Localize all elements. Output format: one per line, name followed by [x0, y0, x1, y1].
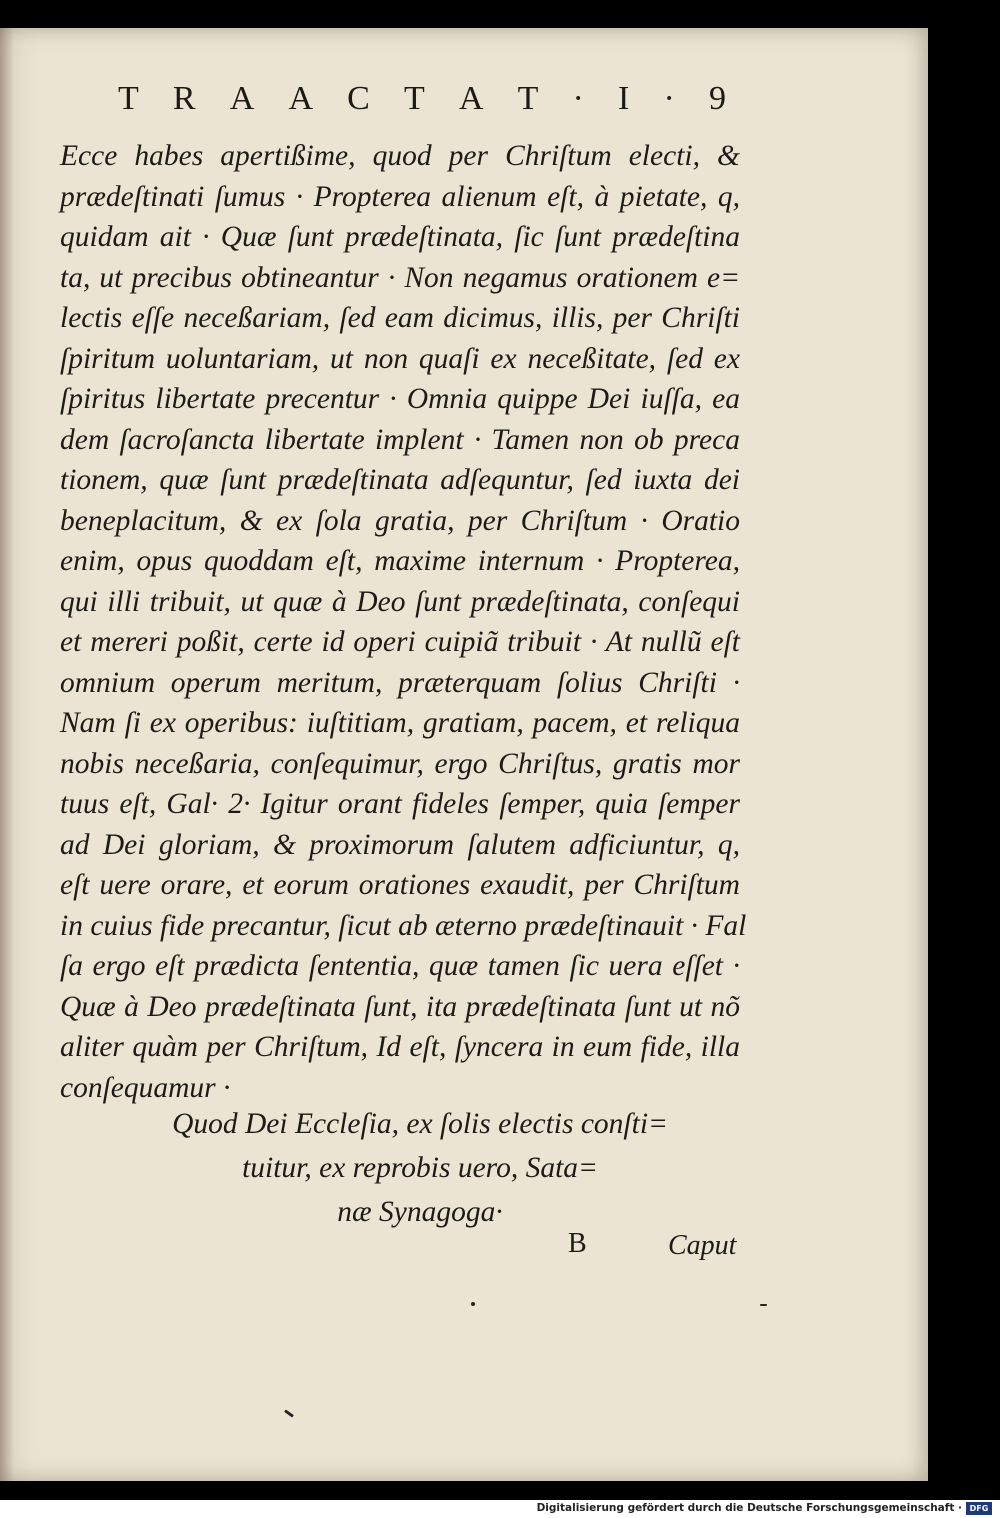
page-number: 9 — [708, 80, 728, 117]
text-line: tionem, quæ ſunt prædeſtinata adſequntur, ſed iuxta dei — [60, 464, 740, 496]
text-line: enim, opus quoddam eſt, maxime internum · Propterea, — [60, 545, 740, 577]
dfg-logo: DFG — [966, 1502, 992, 1515]
running-head-letter: R — [172, 80, 198, 117]
text-line: prædeſtinati ſumus · Propterea alienum eſt, à pietate, q, — [60, 180, 740, 213]
heading-line: tuitur, ex reprobis uero, Sata= — [242, 1152, 598, 1184]
text-line: ſpiritum uoluntariam, ut non quaſi ex neceßitate, ſed ex — [60, 342, 740, 375]
running-head-letter: A — [288, 80, 316, 117]
heading-line: næ Synagoga· — [337, 1196, 503, 1228]
page-gutter-shadow — [0, 28, 14, 1481]
catchword: Caput — [668, 1230, 737, 1261]
heading-line: Quod Dei Eccleſia, ex ſolis electis conſti= — [172, 1108, 668, 1140]
text-line: conſequamur · — [60, 1071, 231, 1104]
running-head-letter: · — [572, 80, 586, 117]
text-line: omnium operum meritum, præterquam ſolius Chriſti · — [60, 666, 740, 699]
running-head-letter: I — [618, 80, 632, 117]
text-line: Ecce habes apertißime, quod per Chriſtum electi, & — [60, 140, 740, 172]
text-line: et mereri poßit, certe id operi cuipiã tribuit · At nullũ eſt — [60, 626, 740, 658]
text-line: ſa ergo eſt prædicta ſententia, quæ tamen ſic uera eſſet · — [60, 950, 740, 982]
text-line: beneplacitum, & ex ſola gratia, per Chriſtum · Oratio — [60, 504, 740, 537]
text-line: quidam ait · Quæ ſunt prædeſtinata, ſic ſunt prædeſtina — [60, 221, 740, 253]
running-head-letter: A — [229, 80, 257, 117]
text-line: ſpiritus libertate precentur · Omnia quippe Dei iuſſa, ea — [60, 383, 740, 415]
text-line: dem ſacroſancta libertate implent · Tamen non ob preca — [60, 423, 740, 456]
funding-credit: Digitalisierung gefördert durch die Deutsche Forschungsgemeinschaft · — [536, 1502, 962, 1514]
text-line: aliter quàm per Chriſtum, Id eſt, ſyncera in eum fide, illa — [60, 1031, 740, 1063]
text-line: in cuius fide precantur, ſicut ab æterno prædeſtinauit · Fal — [60, 909, 747, 942]
running-head-letter: T — [517, 80, 541, 117]
running-head — [118, 80, 728, 118]
body-text — [60, 136, 747, 1108]
text-line: lectis eſſe neceßariam, ſed eam dicimus, illis, per Chriſti — [60, 302, 740, 334]
ink-speck — [471, 1302, 475, 1306]
text-line: ta, ut precibus obtineantur · Non negamus orationem e= — [60, 261, 740, 294]
signature-mark: B — [568, 1228, 587, 1259]
running-head-letter: T — [403, 80, 427, 117]
text-line: ad Dei gloriam, & proximorum ſalutem adficiuntur, q, — [60, 828, 740, 861]
running-head-letter: A — [458, 80, 486, 117]
text-line: tuus eſt, Gal· 2· Igitur orant fideles ſemper, quia ſemper — [60, 788, 740, 820]
running-head-letter: T — [118, 80, 141, 117]
text-line: nobis neceßaria, conſequimur, ergo Chriſtus, gratis mor — [60, 747, 740, 780]
text-line: eſt uere orare, et eorum orationes exaudit, per Chriſtum — [60, 869, 740, 901]
running-head-letter: · — [663, 80, 677, 117]
text-line: Nam ſi ex operibus: iuſtitiam, gratiam, pacem, et reliqua — [60, 707, 740, 739]
text-line: Quæ à Deo prædeſtinata ſunt, ita prædeſtinata ſunt ut nõ — [60, 990, 740, 1023]
running-head-letter: C — [347, 80, 372, 117]
text-line: qui illi tribuit, ut quæ à Deo ſunt prædeſtinata, conſequi — [60, 585, 740, 618]
ink-speck — [760, 1304, 767, 1306]
section-heading — [160, 1102, 680, 1234]
